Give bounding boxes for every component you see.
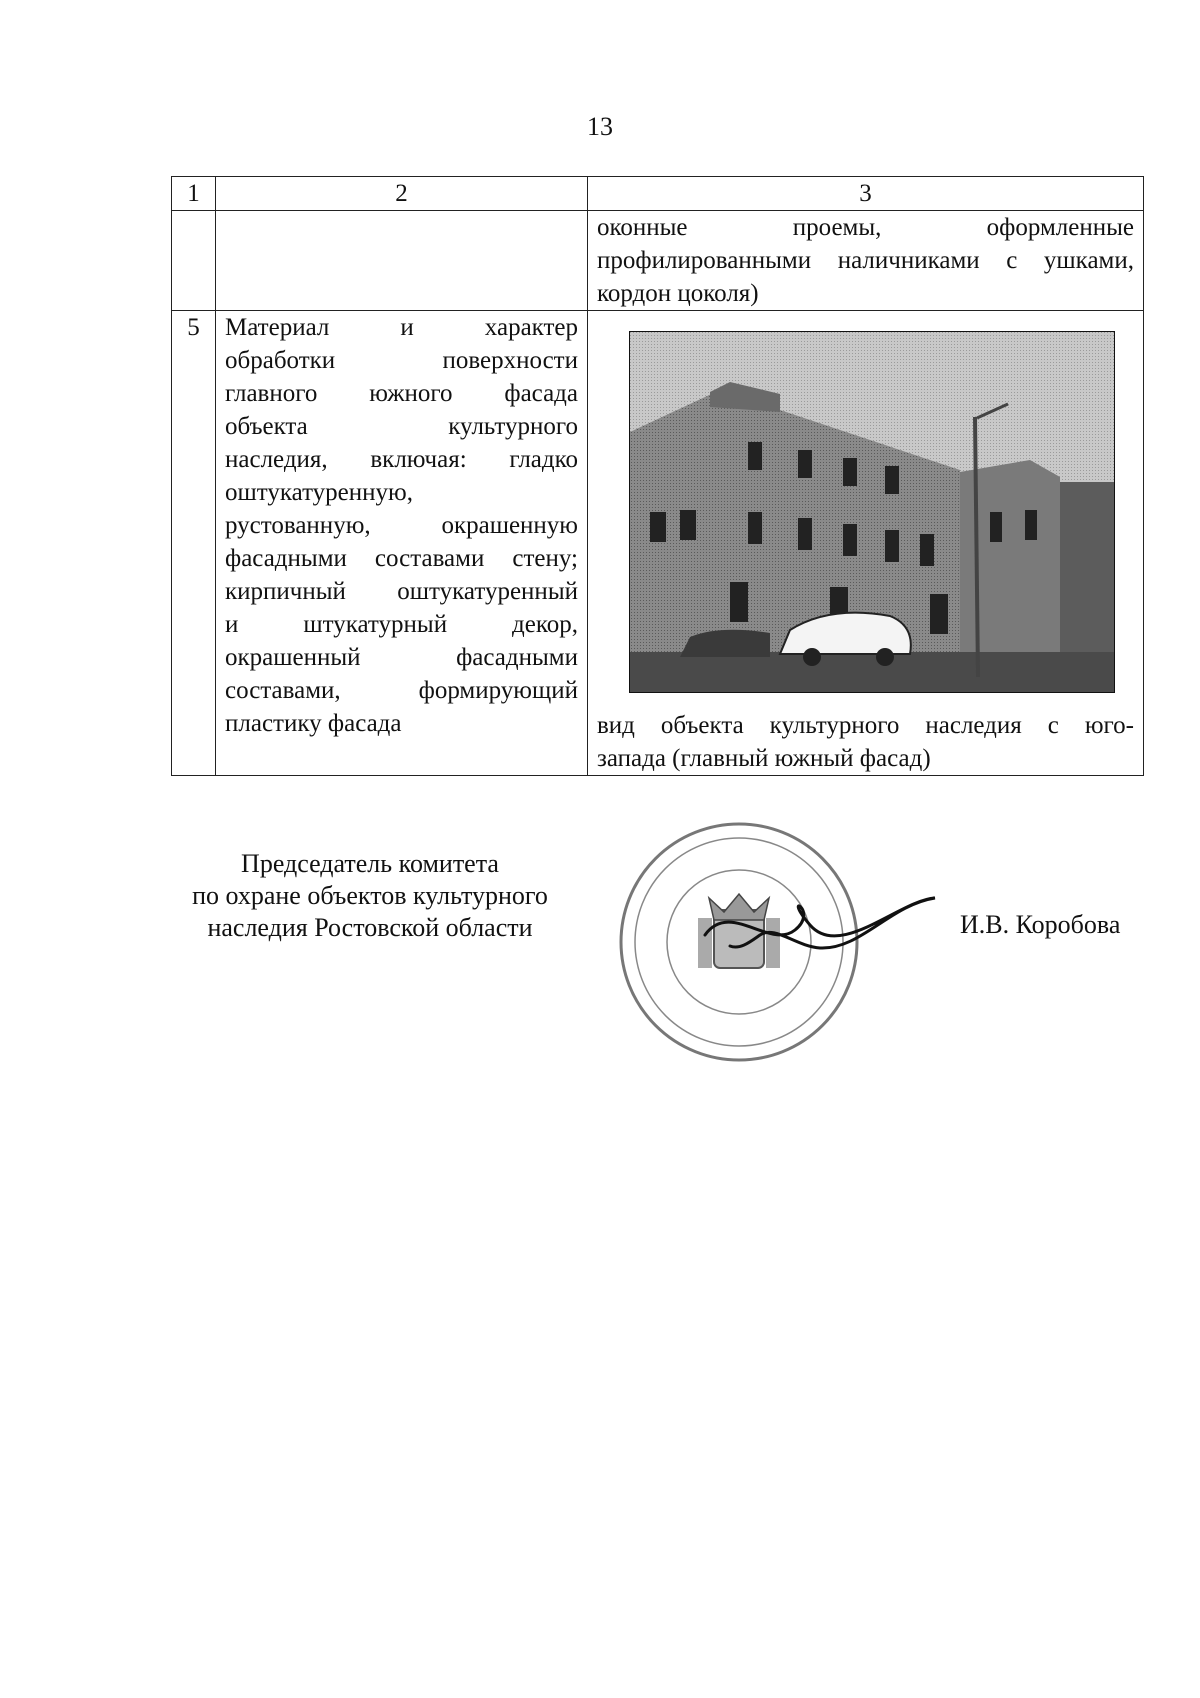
text-line: фасадными составами стену; bbox=[225, 545, 578, 572]
title-line: наследия Ростовской области bbox=[207, 913, 533, 942]
text-line: главного южного фасада bbox=[225, 380, 578, 407]
continuation-text bbox=[588, 211, 1144, 311]
text-line: объекта культурного bbox=[225, 413, 578, 440]
description-cell-empty bbox=[216, 211, 588, 311]
page-number: 13 bbox=[587, 112, 613, 141]
caption-line: запада (главный южный фасад) bbox=[597, 745, 931, 772]
handwritten-signature bbox=[700, 880, 940, 970]
text-line: оштукатуренную, bbox=[225, 479, 413, 506]
text-line: профилированными наличниками с ушками, bbox=[597, 247, 1134, 274]
signatory-name: И.В. Коробова bbox=[960, 910, 1121, 939]
text-line: обработки поверхности bbox=[225, 347, 578, 374]
title-line: по охране объектов культурного bbox=[192, 881, 548, 910]
text-line: Материал и характер bbox=[225, 314, 578, 341]
row-number-cell-empty bbox=[172, 211, 216, 311]
header-cell-3: 3 bbox=[588, 177, 1144, 211]
building-photo bbox=[629, 331, 1115, 693]
text-line: кордон цоколя) bbox=[597, 280, 759, 307]
table-row-5 bbox=[172, 311, 1144, 776]
material-description bbox=[216, 311, 588, 776]
caption-line: вид объекта культурного наследия с юго- bbox=[597, 712, 1134, 739]
text-line: пластику фасада bbox=[225, 710, 402, 737]
text-line: наследия, включая: гладко bbox=[225, 446, 578, 473]
title-line: Председатель комитета bbox=[241, 849, 499, 878]
text-line: кирпичный оштукатуренный bbox=[225, 578, 578, 605]
text-line: и штукатурный декор, bbox=[225, 611, 578, 638]
header-cell-2: 2 bbox=[216, 177, 588, 211]
heritage-table bbox=[171, 176, 1144, 776]
text-line: составами, формирующий bbox=[225, 677, 578, 704]
text-line: рустованную, окрашенную bbox=[225, 512, 578, 539]
text-line: оконные проемы, оформленные bbox=[597, 214, 1134, 241]
row-number: 5 bbox=[172, 311, 216, 776]
signatory-title bbox=[170, 848, 570, 944]
header-cell-1: 1 bbox=[172, 177, 216, 211]
table-header-row bbox=[172, 177, 1144, 211]
text-line: окрашенный фасадными bbox=[225, 644, 578, 671]
photo-cell bbox=[588, 311, 1144, 776]
table-row-continuation bbox=[172, 211, 1144, 311]
